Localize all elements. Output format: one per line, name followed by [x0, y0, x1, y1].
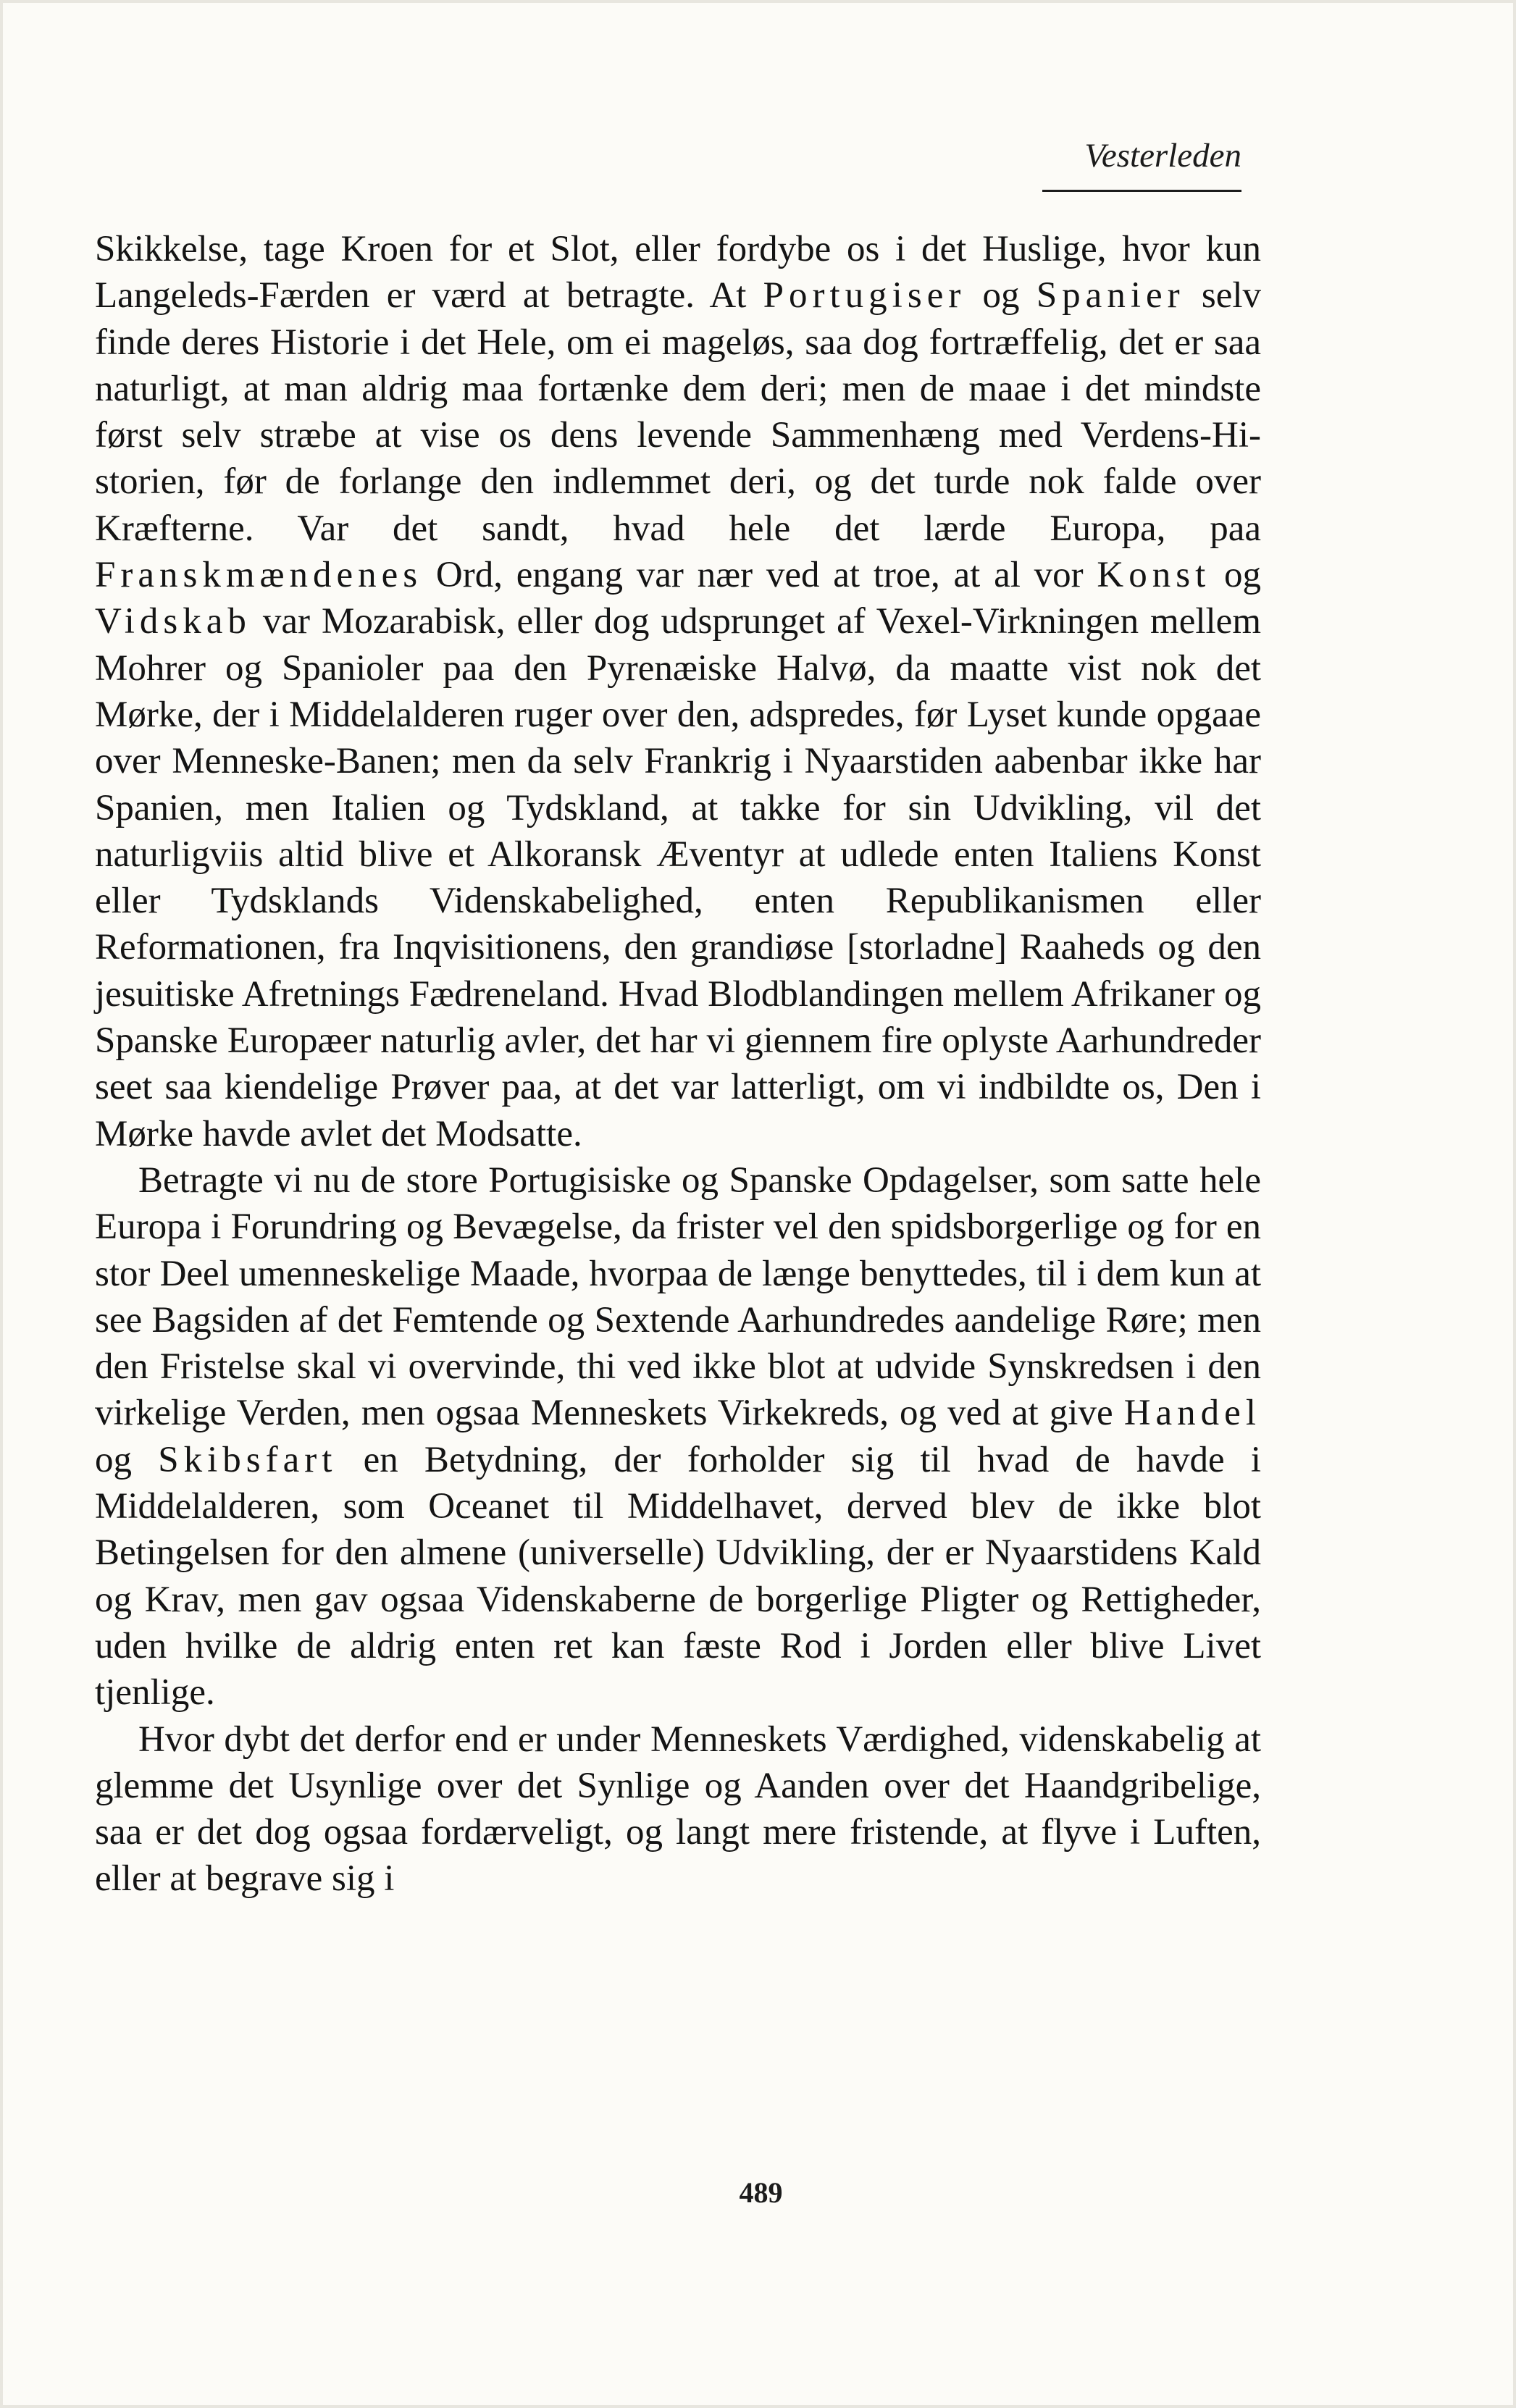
spaced-word-spanier: Spanier: [1036, 275, 1185, 316]
spaced-word-konst: Konst: [1097, 555, 1211, 596]
spaced-word-handel: Handel: [1123, 1393, 1261, 1434]
text-run: selv finde deres Historie i det Hele, om ei mageløs, saa dog fortræffelig, det er saa naturligt, at man aldrig maa fortænke dem deri; men de maae i det mindste først selv stræbe at vise os dens levende Sammenhæng med Verdens-Historien, før de forlange den indlemmet deri, og det turde nok falde over Kræfterne. Var det sandt, hvad hele det lærde Europa, paa: [95, 275, 1262, 549]
running-head-rule: [1042, 190, 1241, 192]
text-run: og: [95, 1439, 159, 1480]
text-run: en Betydning, der forholder sig til hvad de havde i Middelalderen, som Oceanet til Middelhavet, derved blev de ikke blot Betingelsen for den almene (universelle) Udvikling, der er Nyaarstidens Kald og Krav, men gav ogsaa Videnskaberne de borgerlige Pligter og Rettigheder, uden hvilke de aldrig enten ret kan fæste Rod i Jorden eller blive Livet tjenlige.: [95, 1439, 1261, 1713]
running-head: Vesterleden: [1084, 137, 1241, 175]
paragraph-1: [95, 226, 1261, 1157]
paragraph-3: [95, 1716, 1261, 1903]
text-run: Hvor dybt det derfor end er under Menneskets Værdighed, videnskabelig at glemme det Usynlige over det Synlige og Aanden over det Haandgribelige, saa er det dog ogsaa fordærveligt, og langt mere fristende, at flyve i Luften, eller at begrave sig i: [95, 1719, 1261, 1900]
spaced-word-skibsfart: Skibsfart: [158, 1439, 338, 1480]
spaced-word-vidskab: Vidskab: [95, 601, 251, 642]
spaced-word-franskmaendenes: Franskmændenes: [95, 555, 423, 596]
body-text: [95, 226, 1261, 1903]
spaced-word-portugiser: Portugiser: [763, 275, 966, 316]
page-number: 489: [739, 2176, 783, 2209]
paragraph-2: [95, 1157, 1261, 1716]
text-run: Ord, engang var nær ved at troe, at al vor: [422, 555, 1097, 596]
text-run: var Mozarabisk, eller dog udsprunget af Vexel-Virkningen mellem Mohrer og Spanioler paa den Pyrenæiske Halvø, da maatte vist nok det Mørke, der i Middelalderen ruger over den, adspredes, før Lyset kunde opgaae over Menneske-Banen; men da selv Frankrig i Nyaarstiden aabenbar ikke har Spanien, men Italien og Tydskland, at takke for sin Udvikling, vil det naturligviis altid blive et Alkoransk Æventyr at udlede enten Italiens Konst eller Tydsklands Videnskabelighed, enten Republikanismen eller Reformationen, fra Inqvisitionens, den grandiøse [storladne] Raaheds og den jesuitiske Afretnings Fædreneland. Hvad Blodblandingen mellem Afrikaner og Spanske Europæer naturlig avler, det har vi giennem fire oplyste Aarhundreder seet saa kiendelige Prøver paa, at det var latterligt, om vi indbildte os, Den i Mørke havde avlet det Modsatte.: [95, 601, 1261, 1154]
text-run: Skikkelse, tage Kroen for et Slot, eller fordybe os i det Huslige, hvor kun Langeleds-Færden er værd at betragte. At: [95, 229, 1261, 316]
text-run: og: [1210, 555, 1261, 596]
text-run: Betragte vi nu de store Portugisiske og Spanske Opdagelser, som satte hele Europa i Forundring og Bevægelse, da frister vel den spidsborgerlige og for en stor Deel umenneskelige Maade, hvorpaa de længe benyttedes, til i dem kun at see Bagsiden af det Femtende og Sextende Aarhundredes aandelige Røre; men den Fristelse skal vi overvinde, thi ved ikke blot at udvide Synskredsen i den virkelige Verden, men ogsaa Menneskets Virkekreds, og ved at give: [95, 1159, 1261, 1434]
text-run: og: [966, 275, 1037, 316]
